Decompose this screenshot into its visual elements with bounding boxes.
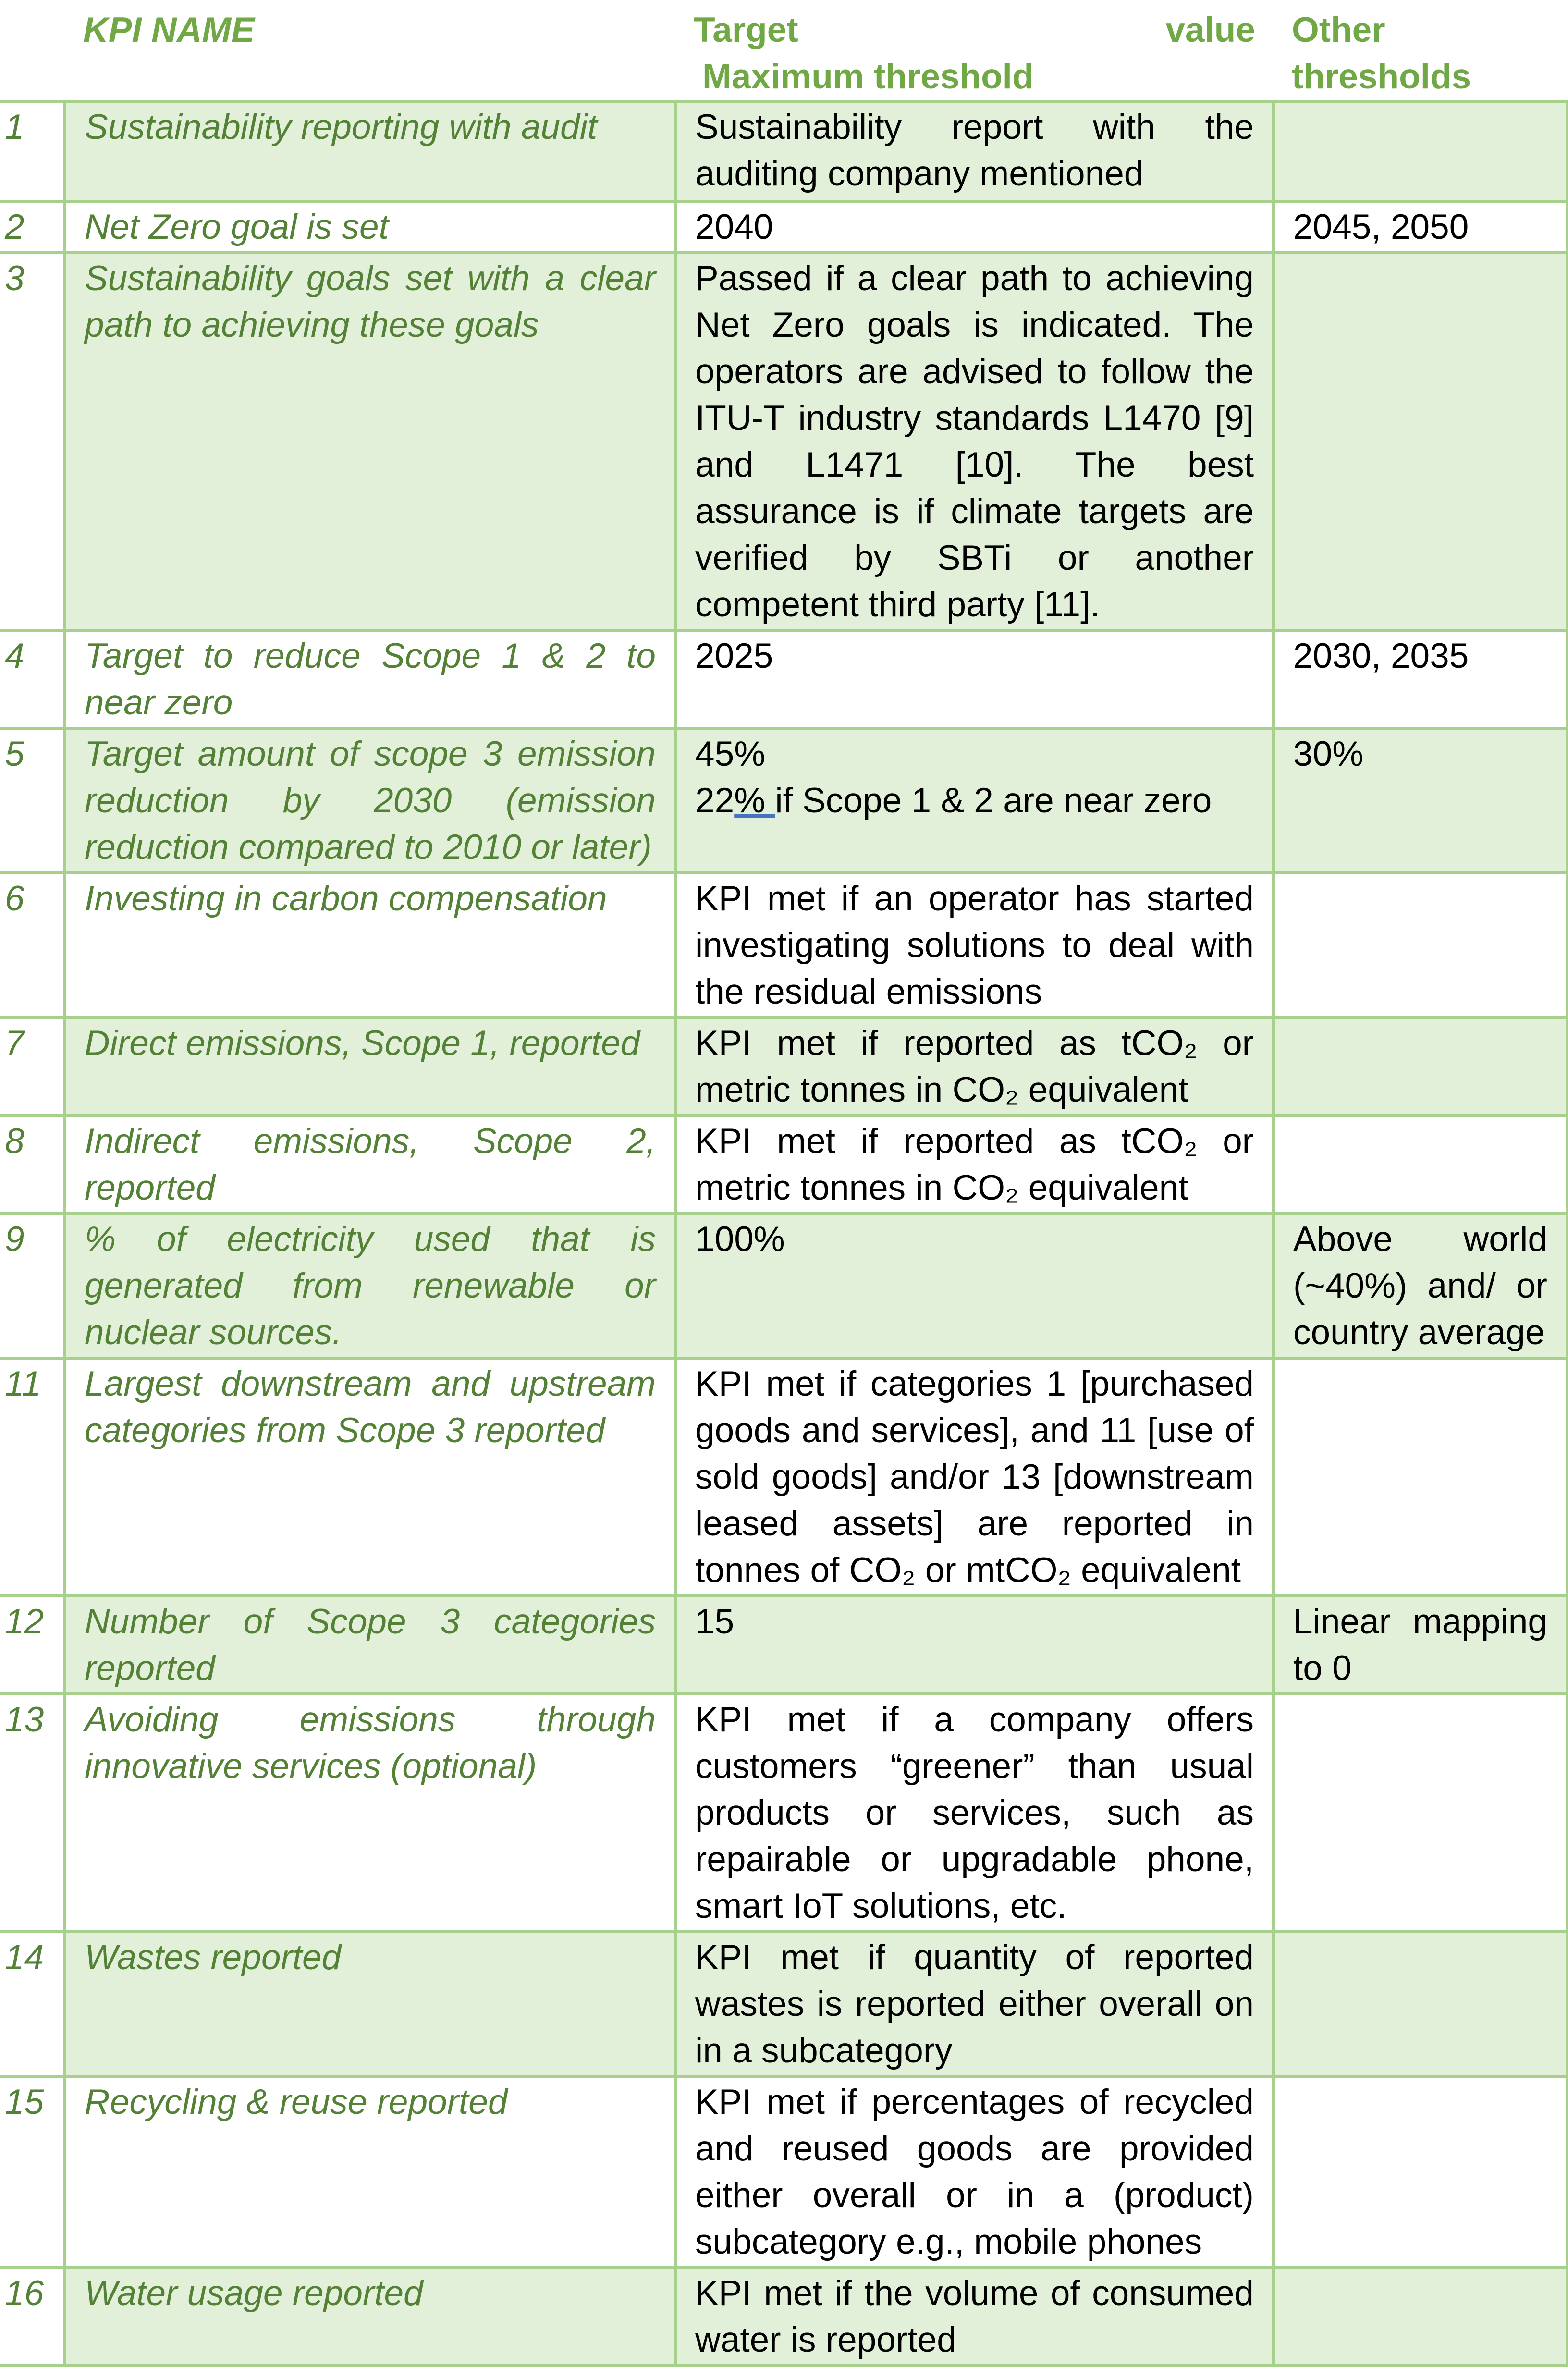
table-row	[0, 1018, 1567, 1116]
kpi-name-cell: Wastes reported	[65, 1932, 675, 2076]
row-number: 7	[0, 1018, 65, 1116]
row-number: 5	[0, 728, 65, 873]
target-value-cell: KPI met if percentages of recycled and reused goods are provided either overall or in a (product) subcategory e.g., mobile phones	[675, 2076, 1274, 2268]
target-value-cell: KPI met if the volume of consumed water is reported	[675, 2268, 1274, 2366]
target-value-cell: KPI met if reported as tCO₂ or metric tonnes in CO₂ equivalent	[675, 1018, 1274, 1116]
header-number-cell	[0, 0, 65, 101]
table-row	[0, 728, 1567, 873]
other-thresholds-cell: 2030, 2035	[1274, 630, 1567, 728]
table-row	[0, 1694, 1567, 1932]
kpi-name-cell: Net Zero goal is set	[65, 201, 675, 253]
header-target-line-1	[694, 7, 1255, 53]
target-value-line	[695, 777, 1254, 824]
row-number: 4	[0, 630, 65, 728]
kpi-name-cell: Water usage reported	[65, 2268, 675, 2366]
row-number: 3	[0, 253, 65, 630]
table-row	[0, 1214, 1567, 1358]
row-number: 11	[0, 1358, 65, 1596]
kpi-name-cell: Number of Scope 3 categories reported	[65, 1596, 675, 1694]
kpi-name-cell: Sustainability goals set with a clear path to achieving these goals	[65, 253, 675, 630]
header-other-line-2: thresholds	[1292, 57, 1471, 96]
target-value-cell: 2040	[675, 201, 1274, 253]
table-row	[0, 201, 1567, 253]
target-value-line: 45%	[695, 735, 766, 773]
other-thresholds-cell	[1274, 2268, 1567, 2366]
table-header-row	[0, 0, 1567, 101]
row-number: 13	[0, 1694, 65, 1932]
table-row	[0, 253, 1567, 630]
target-value-cell: 15	[675, 1596, 1274, 1694]
header-target-word-1: Target	[694, 11, 798, 49]
header-other-line-1: Other	[1292, 11, 1385, 49]
row-number: 6	[0, 873, 65, 1018]
row-number: 14	[0, 1932, 65, 2076]
table-row	[0, 630, 1567, 728]
kpi-name-cell: Investing in carbon compensation	[65, 873, 675, 1018]
target-value-cell: Passed if a clear path to achieving Net Zero goals is indicated. The operators are advised to follow the ITU-T industry standards L1470 [9] and L1471 [10]. The best assurance is if climate targets are verified by SBTi or another competent third party [11].	[675, 253, 1274, 630]
kpi-name-cell: Target amount of scope 3 emission reduction by 2030 (emission reduction compared to 2010 or later)	[65, 728, 675, 873]
other-thresholds-cell	[1274, 1018, 1567, 1116]
target-value-cell: 2025	[675, 630, 1274, 728]
row-number: 2	[0, 201, 65, 253]
target-value-fragment: 22	[695, 781, 735, 820]
kpi-name-cell: Sustainability reporting with audit	[65, 101, 675, 201]
target-value-cell: KPI met if reported as tCO₂ or metric tonnes in CO₂ equivalent	[675, 1116, 1274, 1214]
kpi-name-cell: Avoiding emissions through innovative services (optional)	[65, 1694, 675, 1932]
target-value-underlined-fragment: %	[734, 781, 775, 820]
target-value-cell: KPI met if a company offers customers “greener” than usual products or services, such as repairable or upgradable phone, smart IoT solutions, etc.	[675, 1694, 1274, 1932]
target-value-cell: KPI met if categories 1 [purchased goods and services], and 11 [use of sold goods] and/or 13 [downstream leased assets] are reported in tonnes of CO₂ or mtCO₂ equivalent	[675, 1358, 1274, 1596]
header-other-thresholds	[1274, 0, 1567, 101]
row-number: 8	[0, 1116, 65, 1214]
other-thresholds-cell	[1274, 1358, 1567, 1596]
kpi-name-cell: Indirect emissions, Scope 2, reported	[65, 1116, 675, 1214]
row-number: 12	[0, 1596, 65, 1694]
table-row	[0, 2268, 1567, 2366]
other-thresholds-cell	[1274, 253, 1567, 630]
header-kpi-name-text: KPI NAME	[83, 11, 255, 49]
other-thresholds-cell: Linear mapping to 0	[1274, 1596, 1567, 1694]
table-row	[0, 1596, 1567, 1694]
other-thresholds-cell	[1274, 1116, 1567, 1214]
header-target-word-2: value	[1165, 11, 1255, 49]
header-target-value	[675, 0, 1274, 101]
target-value-cell: KPI met if an operator has started investigating solutions to deal with the residual emissions	[675, 873, 1274, 1018]
row-number: 15	[0, 2076, 65, 2268]
row-number: 9	[0, 1214, 65, 1358]
table-row	[0, 101, 1567, 201]
kpi-name-cell: Largest downstream and upstream categories from Scope 3 reported	[65, 1358, 675, 1596]
other-thresholds-cell: 30%	[1274, 728, 1567, 873]
row-number: 16	[0, 2268, 65, 2366]
target-value-cell: KPI met if quantity of reported wastes is reported either overall on in a subcategory	[675, 1932, 1274, 2076]
target-value-cell	[675, 728, 1274, 873]
table-row	[0, 1932, 1567, 2076]
other-thresholds-cell	[1274, 2076, 1567, 2268]
table-row	[0, 2076, 1567, 2268]
table-row	[0, 873, 1567, 1018]
kpi-name-cell: Direct emissions, Scope 1, reported	[65, 1018, 675, 1116]
other-thresholds-cell	[1274, 873, 1567, 1018]
header-kpi-name	[65, 0, 675, 101]
header-target-line-2: Maximum threshold	[702, 57, 1034, 96]
kpi-name-cell: % of electricity used that is generated from renewable or nuclear sources.	[65, 1214, 675, 1358]
other-thresholds-cell	[1274, 1694, 1567, 1932]
table-row	[0, 1116, 1567, 1214]
kpi-name-cell: Target to reduce Scope 1 & 2 to near zero	[65, 630, 675, 728]
target-value-cell: 100%	[675, 1214, 1274, 1358]
other-thresholds-cell: Above world (~40%) and/ or country average	[1274, 1214, 1567, 1358]
other-thresholds-cell	[1274, 1932, 1567, 2076]
target-value-cell: Sustainability report with the auditing company mentioned	[675, 101, 1274, 201]
target-value-fragment: if Scope 1 & 2 are near zero	[775, 781, 1212, 820]
other-thresholds-cell	[1274, 101, 1567, 201]
table-row	[0, 1358, 1567, 1596]
row-number: 1	[0, 101, 65, 201]
other-thresholds-cell: 2045, 2050	[1274, 201, 1567, 253]
kpi-name-cell: Recycling & reuse reported	[65, 2076, 675, 2268]
